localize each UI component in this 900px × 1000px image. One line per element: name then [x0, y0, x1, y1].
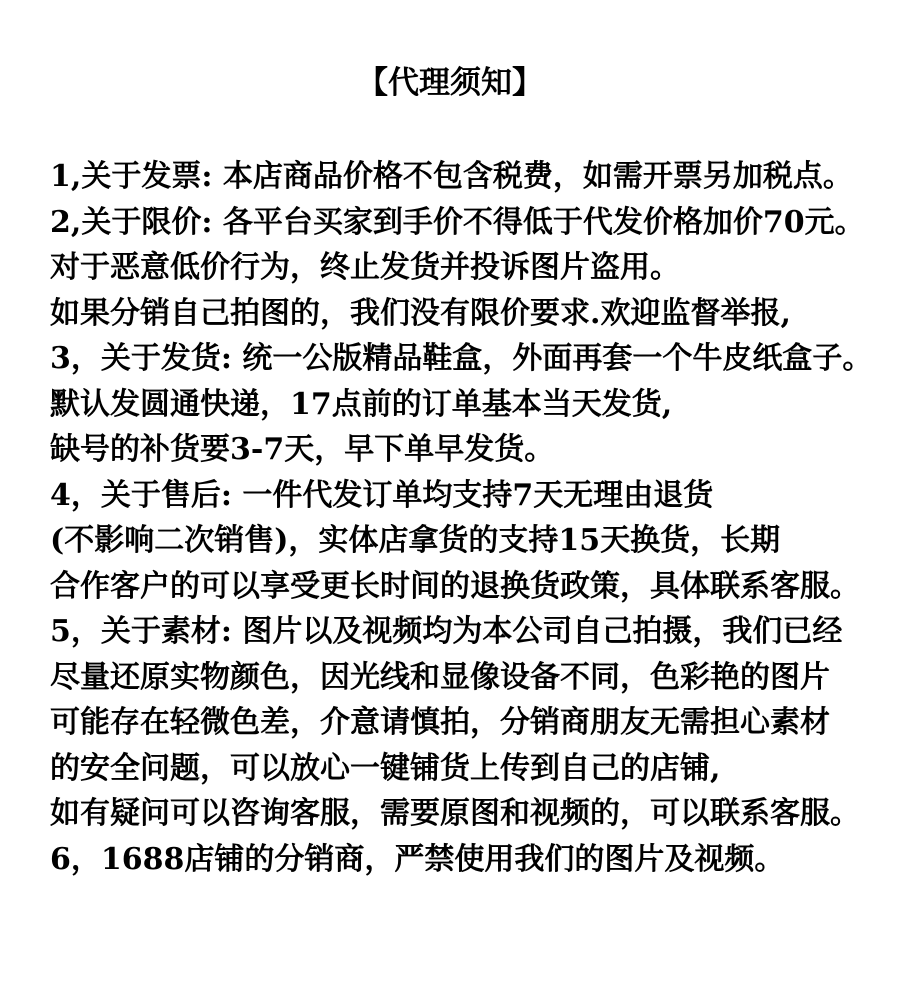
notice-line: 6，1688店铺的分销商，严禁使用我们的图片及视频。: [50, 841, 785, 877]
notice-line: 缺号的补货要3-7天，早下单早发货。: [50, 432, 555, 467]
notice-line: 5，关于素材: 图片以及视频均为本公司自己拍摄，我们已经: [50, 614, 843, 649]
notice-body: [50, 154, 880, 882]
notice-line: 如果分销自己拍图的，我们没有限价要求.欢迎监督举报,: [50, 295, 791, 331]
notice-line: 可能存在轻微色差，介意请慎拍，分销商朋友无需担心素材: [50, 705, 830, 740]
notice-line: 默认发圆通快递，17点前的订单基本当天发货,: [50, 386, 673, 422]
notice-line: 对于恶意低价行为，终止发货并投诉图片盗用。: [50, 250, 680, 285]
notice-line: 合作客户的可以享受更长时间的退换货政策，具体联系客服。: [50, 568, 860, 604]
notice-line: 如有疑问可以咨询客服，需要原图和视频的，可以联系客服。: [50, 796, 860, 831]
notice-line: (不影响二次销售)，实体店拿货的支持15天换货，长期: [50, 523, 781, 558]
notice-line: 的安全问题，可以放心一键铺货上传到自己的店铺,: [50, 750, 721, 786]
notice-line: 2,关于限价: 各平台买家到手价不得低于代发价格加价70元。: [50, 204, 865, 240]
notice-line: 4，关于售后: 一件代发订单均支持7天无理由退货: [50, 477, 714, 513]
notice-line: 1,关于发票: 本店商品价格不包含税费，如需开票另加税点。: [50, 159, 853, 194]
page-title: 【代理须知】: [357, 65, 543, 101]
notice-line: 尽量还原实物颜色，因光线和显像设备不同，色彩艳的图片: [50, 659, 830, 695]
notice-line: 3，关于发货: 统一公版精品鞋盒，外面再套一个牛皮纸盒子。: [50, 341, 873, 376]
